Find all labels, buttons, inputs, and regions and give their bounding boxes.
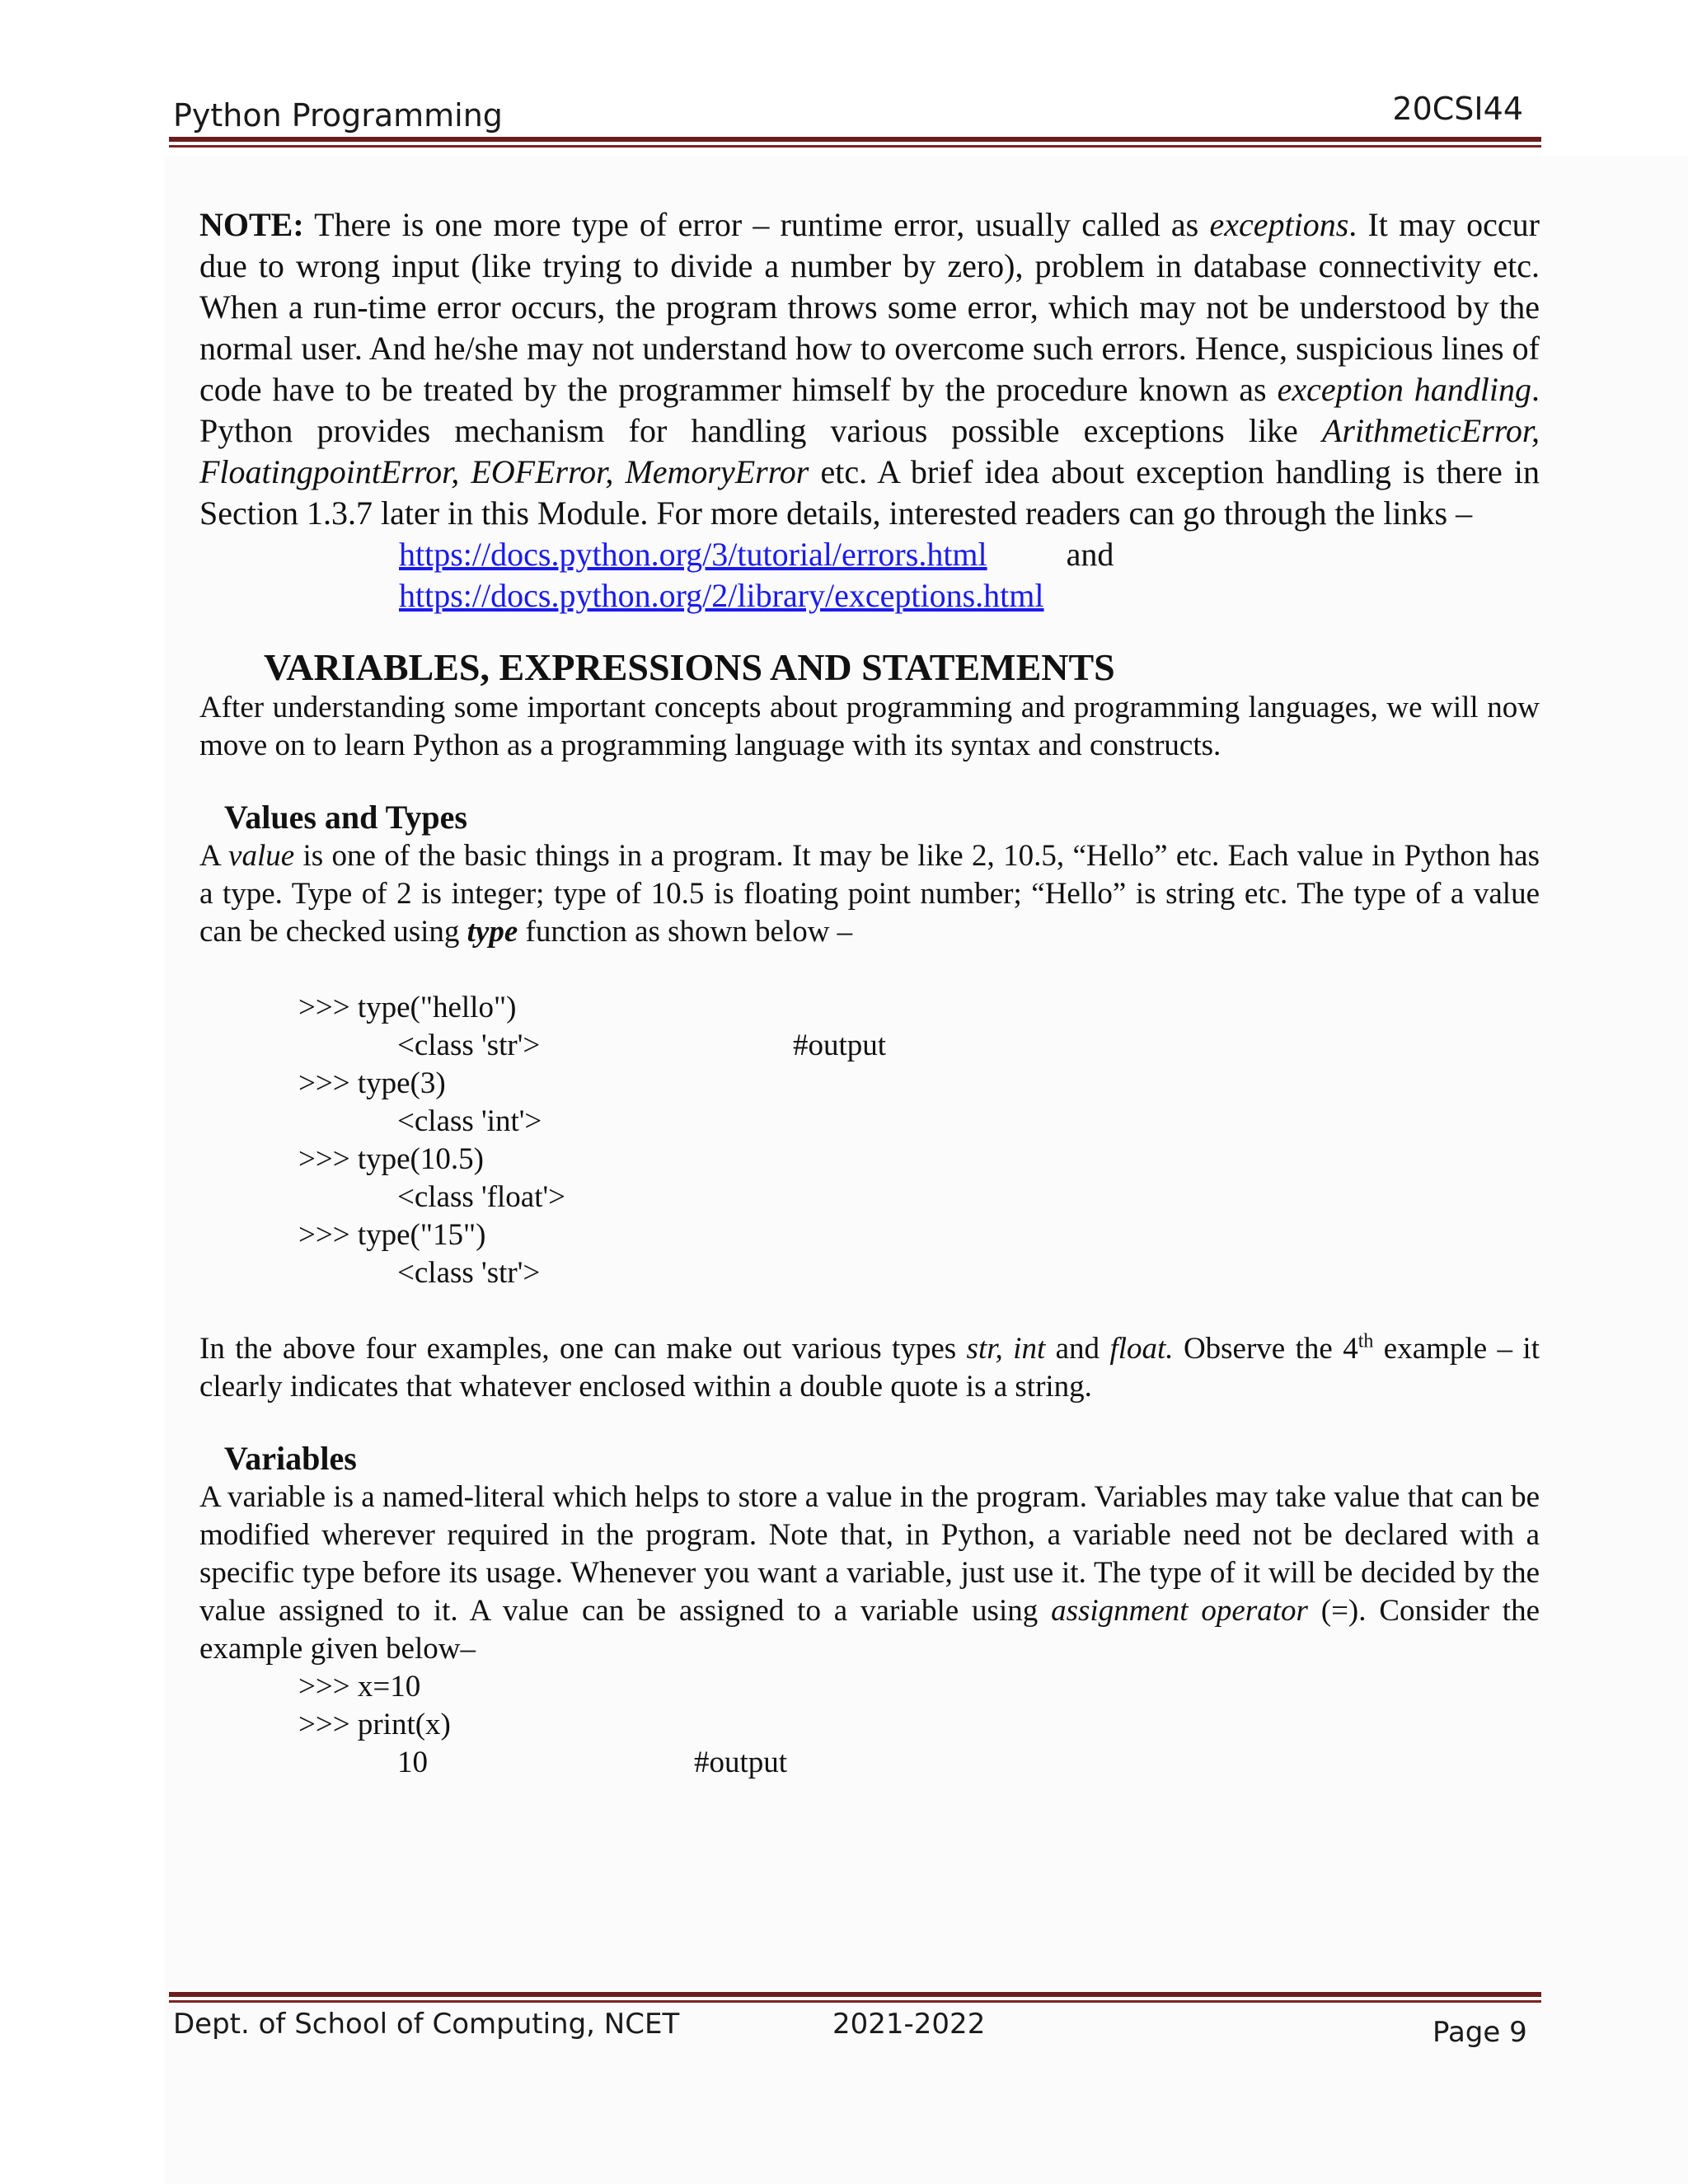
footer-rule [169,1992,1541,1997]
variables-paragraph: A variable is a named-literal which helps to store a value in the program. Variables may take value that can be modified wherever required in the program. Note that, in Python, a variable need not be declared with a specific type before its usage. Whenever you want a variable, just use it. The type of it will be decided by the value assigned to it. A value can be assigned to a variable using assignment operator (=). Consider the example given below– [199,1480,1540,1666]
code-line: <class 'str'> [397,1256,541,1290]
link-exceptions-library[interactable]: https://docs.python.org/2/library/exceptions.html [399,577,1044,614]
note-label: NOTE: [199,206,304,243]
code-line: 10 #output [397,1746,788,1779]
types-summary-paragraph: In the above four examples, one can make out various types str, int and float. Observe the 4th example – it clearly indicates that whatever enclosed within a double quote is a string. [199,1330,1540,1404]
header-rule [169,137,1541,142]
code-line: >>> type(10.5) [298,1142,484,1176]
header-title: Python Programming [173,97,503,134]
code-line: >>> x=10 [298,1670,421,1704]
footer-year: 2021-2022 [832,2008,986,2041]
footer-rule-thin [169,2000,1541,2003]
code-line: <class 'int'> [397,1104,542,1138]
note-paragraph: NOTE: There is one more type of error – runtime error, usually called as exceptions. It may occur due to wrong input (like trying to divide a number by zero), problem in database connectivity etc. When a run-time error occurs, the program throws some error, which may not be understood by the normal user. And he/she may not understand how to overcome such errors. Hence, suspicious lines of code have to be treated by the programmer himself by the procedure known as exception handling. Python provides mechanism for handling various possible exceptions like ArithmeticError, FloatingpointError, EOFError, MemoryError etc. A brief idea about exception handling is there in Section 1.3.7 later in this Module. For more details, interested readers can go through the links – [199,206,1540,532]
code-line: >>> print(x) [298,1708,451,1741]
code-line: <class 'str'> #output [397,1029,887,1062]
section-heading: VARIABLES, EXPRESSIONS AND STATEMENTS [264,646,1115,688]
code-line: >>> type("hello") [298,991,517,1024]
header-rule-thin [169,145,1541,148]
page-content [199,204,1540,1782]
assignment-code-example [199,1668,1540,1782]
link-errors-tutorial[interactable]: https://docs.python.org/3/tutorial/errors.html [399,536,987,573]
type-code-example [199,989,1540,1292]
variables-heading: Variables [224,1440,357,1477]
section-intro: After understanding some important concepts about programming and programming languages, we will now move on to learn Python as a programming language with its syntax and constructs. [199,691,1540,762]
code-line: <class 'float'> [397,1180,566,1214]
footer-department: Dept. of School of Computing, NCET [173,2008,680,2041]
reference-links [399,534,1540,616]
code-line: >>> type(3) [298,1066,446,1100]
page-number: Page 9 [1432,2016,1527,2049]
and-text: and [1066,536,1114,573]
code-line: >>> type("15") [298,1218,486,1252]
values-types-paragraph: A value is one of the basic things in a program. It may be like 2, 10.5, “Hello” etc. Each value in Python has a type. Type of 2 is integer; type of 10.5 is floating point number; “Hello” is string etc. The type of a value can be checked using type function as shown below – [199,839,1540,949]
values-types-heading: Values and Types [224,799,467,836]
header-course-code: 20CSI44 [1392,91,1523,127]
